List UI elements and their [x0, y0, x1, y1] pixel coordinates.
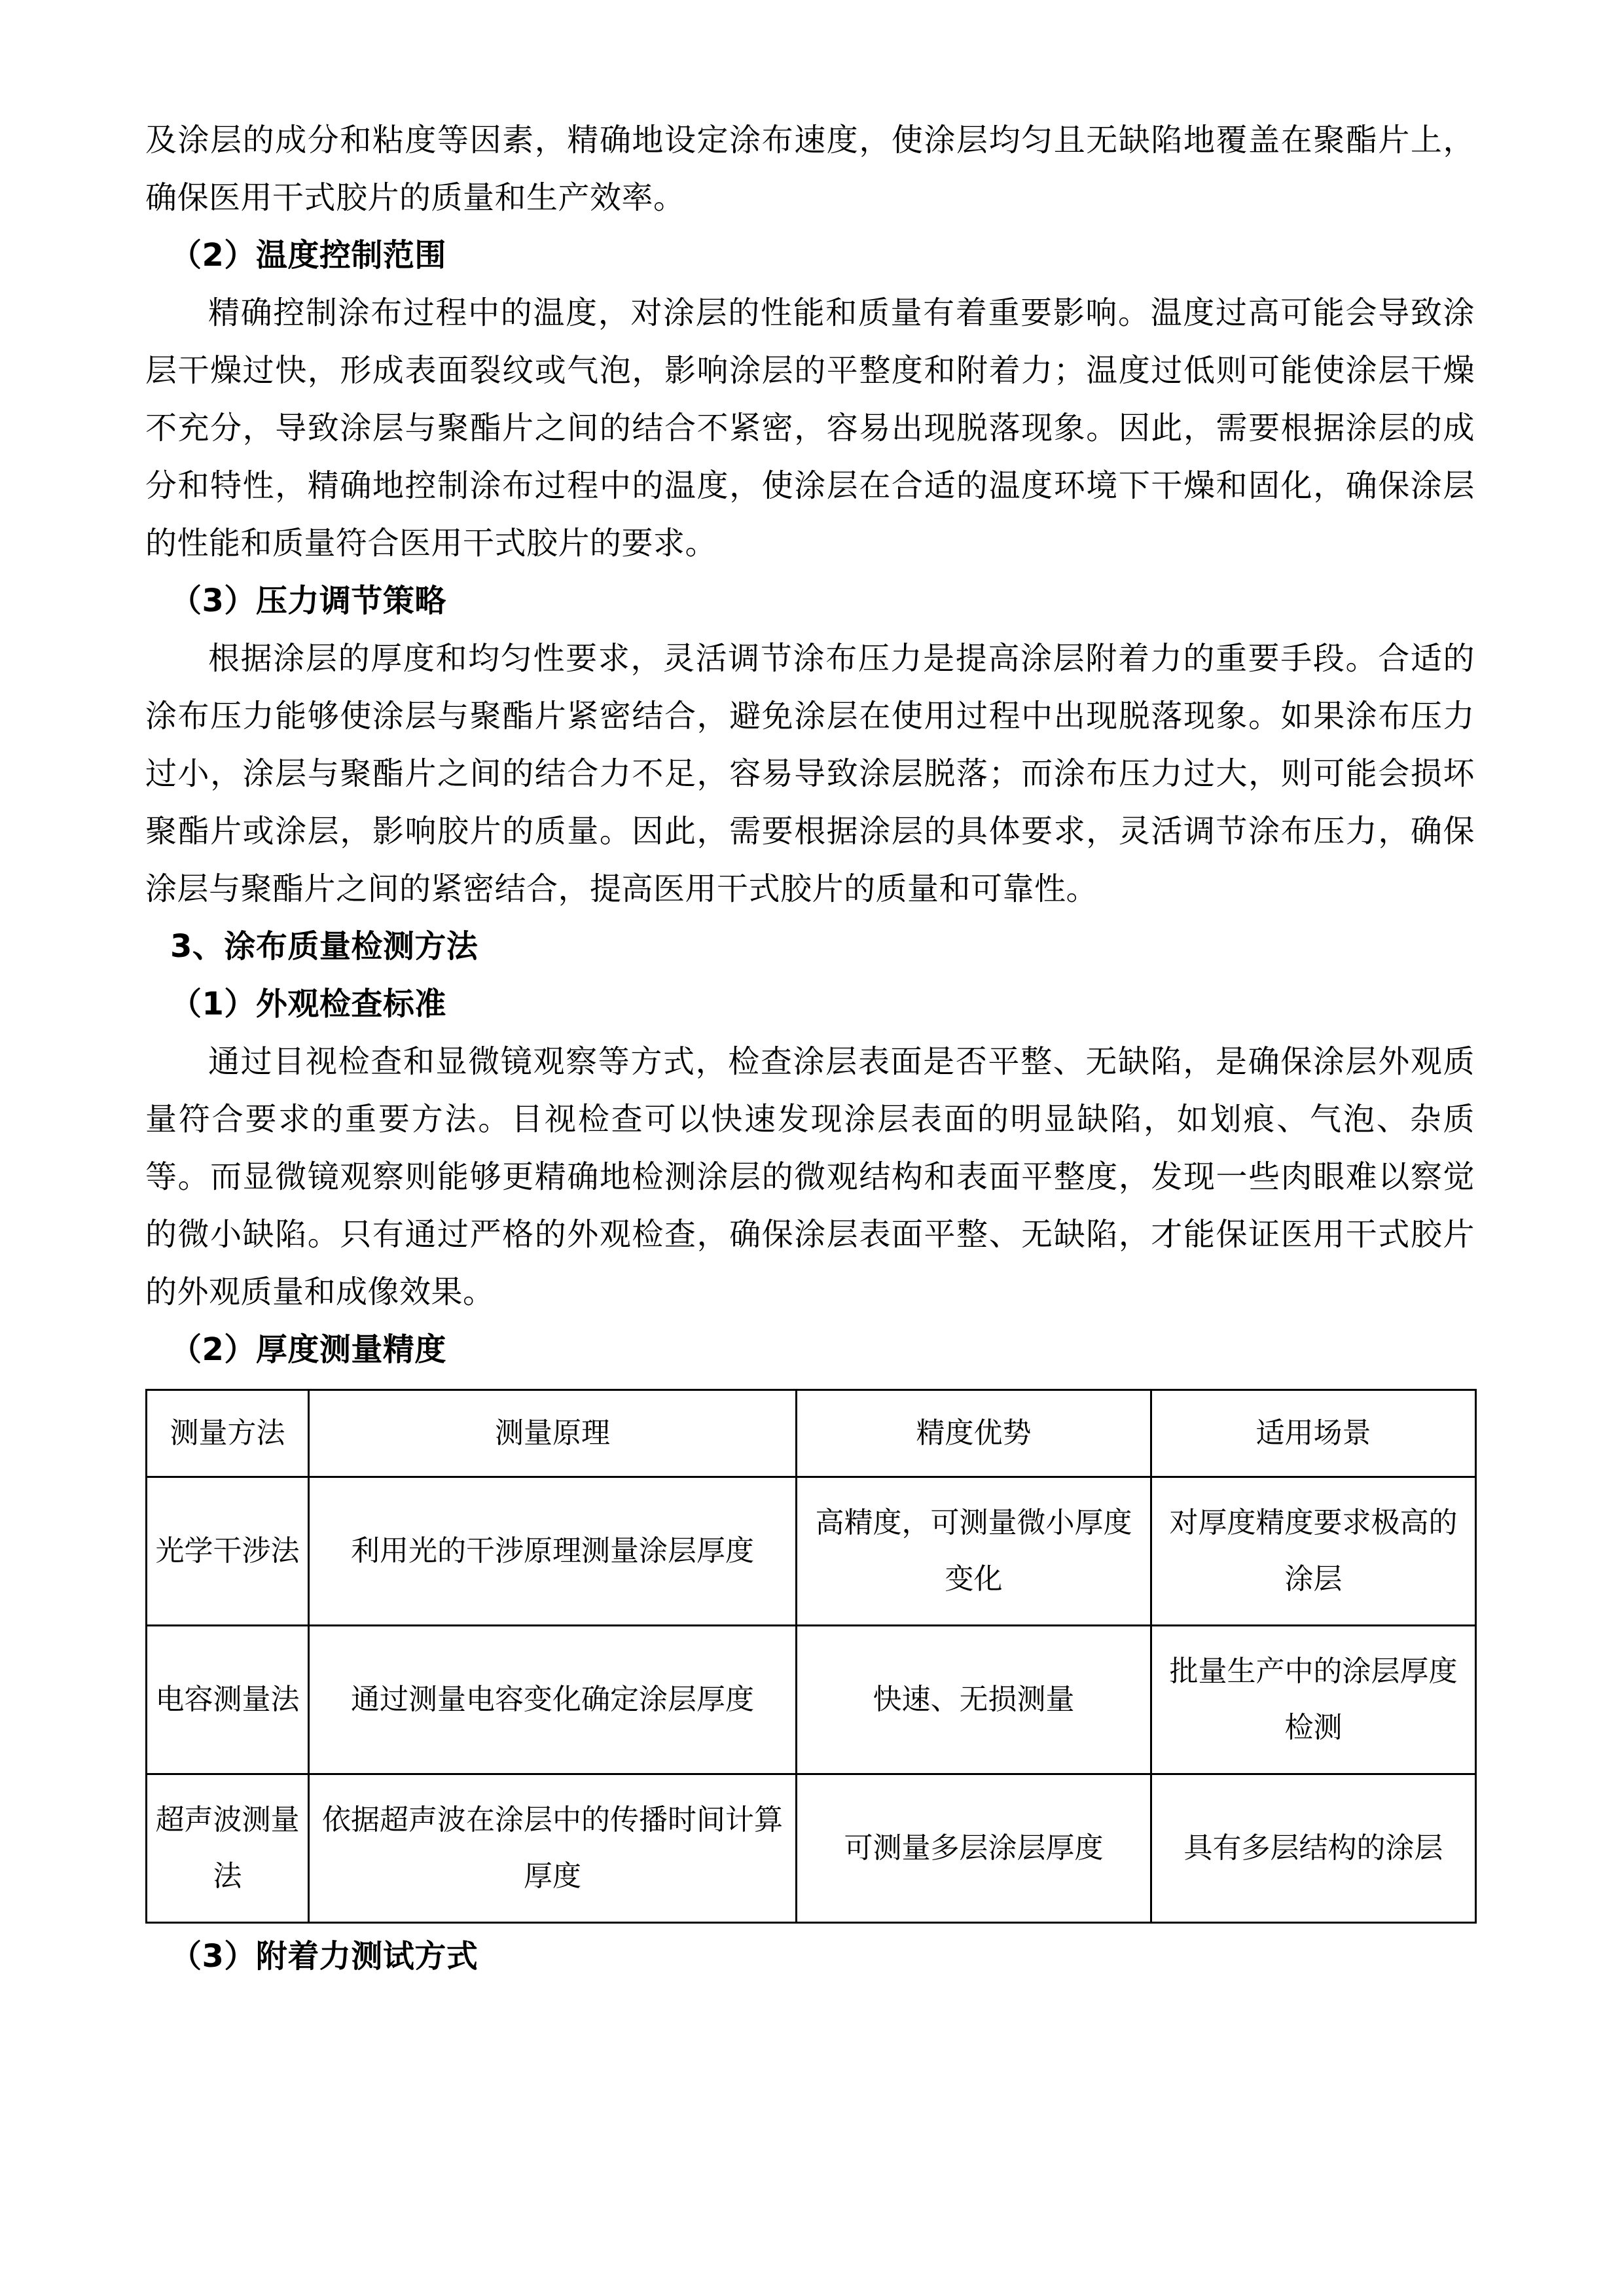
table-row	[147, 1774, 1476, 1923]
paragraph-appearance-inspection: 通过目视检查和显微镜观察等方式，检查涂层表面是否平整、无缺陷，是确保涂层外观质量符合要求的重要方法。目视检查可以快速发现涂层表面的明显缺陷，如划痕、气泡、杂质等。而显微镜观察则能够更精确地检测涂层的微观结构和表面平整度，发现一些肉眼难以察觉的微小缺陷。只有通过严格的外观检查，确保涂层表面平整、无缺陷，才能保证医用干式胶片的外观质量和成像效果。	[145, 1043, 1475, 1310]
table-cell-method	[147, 1477, 309, 1626]
thickness-measurement-table	[145, 1389, 1477, 1924]
table-cell-advantage	[797, 1626, 1151, 1774]
cell-text: 快速、无损测量	[873, 1683, 1075, 1716]
table-body	[147, 1477, 1476, 1923]
header-cell-text: 测量原理	[495, 1416, 610, 1450]
table-cell-principle	[309, 1477, 797, 1626]
cell-text: 光学干涉法	[155, 1534, 300, 1568]
cell-text: 依据超声波在涂层中的传播时间计算厚度	[322, 1803, 783, 1893]
heading-coating-quality-inspection-methods: 3、涂布质量检测方法	[170, 928, 478, 965]
table-cell-method	[147, 1626, 309, 1774]
table-cell-scenario	[1151, 1626, 1476, 1774]
table-cell-method	[147, 1774, 309, 1923]
paragraph-temperature-control: 精确控制涂布过程中的温度，对涂层的性能和质量有着重要影响。温度过高可能会导致涂层干燥过快，形成表面裂纹或气泡，影响涂层的平整度和附着力；温度过低则可能使涂层干燥不充分，导致涂层与聚酯片之间的结合不紧密，容易出现脱落现象。因此，需要根据涂层的成分和特性，精确地控制涂布过程中的温度，使涂层在合适的温度环境下干燥和固化，确保涂层的性能和质量符合医用干式胶片的要求。	[145, 295, 1475, 562]
header-cell-text: 测量方法	[170, 1416, 285, 1450]
cell-text: 超声波测量法	[155, 1803, 300, 1893]
cell-text: 具有多层结构的涂层	[1183, 1831, 1443, 1865]
table-cell-advantage	[797, 1774, 1151, 1923]
paragraph-pressure-adjustment: 根据涂层的厚度和均匀性要求，灵活调节涂布压力是提高涂层附着力的重要手段。合适的涂布压力能够使涂层与聚酯片紧密结合，避免涂层在使用过程中出现脱落现象。如果涂布压力过小，涂层与聚酯片之间的结合力不足，容易导致涂层脱落；而涂布压力过大，则可能会损坏聚酯片或涂层，影响胶片的质量。因此，需要根据涂层的具体要求，灵活调节涂布压力，确保涂层与聚酯片之间的紧密结合，提高医用干式胶片的质量和可靠性。	[145, 640, 1475, 907]
table-header-measurement-method	[147, 1390, 309, 1477]
cell-text: 高精度，可测量微小厚度变化	[815, 1506, 1132, 1596]
heading-pressure-adjustment-strategy: （3）压力调节策略	[170, 583, 446, 619]
page-content	[145, 0, 1475, 1985]
cell-text: 利用光的干涉原理测量涂层厚度	[351, 1534, 754, 1568]
table-header-measurement-principle	[309, 1390, 797, 1477]
paragraph-continued: 及涂层的成分和粘度等因素，精确地设定涂布速度，使涂层均匀且无缺陷地覆盖在聚酯片上，确保医用干式胶片的质量和生产效率。	[145, 122, 1475, 216]
header-cell-text: 精度优势	[916, 1416, 1032, 1450]
cell-text: 批量生产中的涂层厚度检测	[1169, 1655, 1458, 1744]
heading-temperature-control-range: （2）温度控制范围	[170, 237, 446, 274]
table-cell-scenario	[1151, 1774, 1476, 1923]
header-cell-text: 适用场景	[1255, 1416, 1371, 1450]
table-header-accuracy-advantage	[797, 1390, 1151, 1477]
cell-text: 电容测量法	[155, 1683, 300, 1716]
table-cell-principle	[309, 1774, 797, 1923]
heading-appearance-inspection-standard: （1）外观检查标准	[170, 986, 446, 1022]
table-header-row	[147, 1390, 1476, 1477]
table-row	[147, 1626, 1476, 1774]
table-cell-principle	[309, 1626, 797, 1774]
heading-adhesion-test-method: （3）附着力测试方式	[170, 1938, 478, 1975]
table-header-applicable-scenario	[1151, 1390, 1476, 1477]
heading-thickness-measurement-accuracy: （2）厚度测量精度	[170, 1331, 446, 1368]
table-row	[147, 1477, 1476, 1626]
table-cell-advantage	[797, 1477, 1151, 1626]
cell-text: 对厚度精度要求极高的涂层	[1169, 1506, 1458, 1596]
cell-text: 可测量多层涂层厚度	[844, 1831, 1104, 1865]
cell-text: 通过测量电容变化确定涂层厚度	[351, 1683, 754, 1716]
table-header	[147, 1390, 1476, 1477]
table-cell-scenario	[1151, 1477, 1476, 1626]
